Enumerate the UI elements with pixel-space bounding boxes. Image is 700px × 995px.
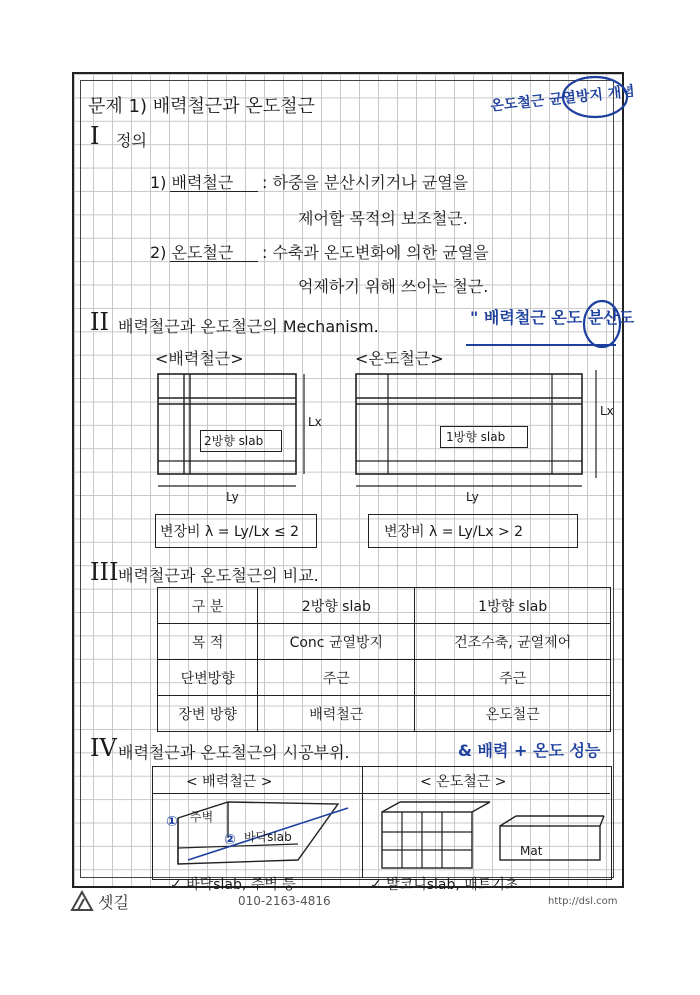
left-ly: Ly <box>226 490 239 504</box>
def2-text: : 수축과 온도변화에 의한 균열을 <box>262 243 489 262</box>
note-underline-mid <box>466 344 616 346</box>
margin-note-top: 온도철근 균열방지 개념 <box>489 83 636 115</box>
two-way-slab-label: 2방향 slab <box>204 434 264 448</box>
table-cell: 목 적 <box>158 624 258 660</box>
table-cell: 배력철근 <box>258 696 415 732</box>
section3-number: III <box>90 558 119 586</box>
logo-icon <box>70 890 94 912</box>
section4-note: & 배력 + 온도 성능 <box>458 741 601 760</box>
table-row <box>158 660 611 696</box>
table-row <box>158 588 611 624</box>
construction-right-label: < 온도철근 > <box>420 774 507 790</box>
table-cell: 온도철근 <box>415 696 611 732</box>
def1-underline <box>170 191 258 192</box>
diagram-right-label: <온도철근> <box>355 349 444 368</box>
left-caption: ✓ 바닥slab, 주벽 등 <box>170 877 296 893</box>
right-ly: Ly <box>466 490 479 504</box>
section1-number: I <box>90 122 100 150</box>
diagram-left-label: <배력철근> <box>155 349 244 368</box>
table-row <box>158 696 611 732</box>
mat-label: Mat <box>520 844 543 858</box>
table-cell: 장변 방향 <box>158 696 258 732</box>
table-cell: 2방향 slab <box>258 588 415 624</box>
table-cell: 주근 <box>258 660 415 696</box>
left-formula: 변장비 λ = Ly/Lx ≤ 2 <box>160 524 300 540</box>
def1-text2: 제어할 목적의 보조철근. <box>298 209 468 228</box>
note-circle-top <box>555 72 635 122</box>
def2-text2: 억제하기 위해 쓰이는 철근. <box>298 277 489 296</box>
def2-underline <box>170 261 258 262</box>
section4-heading: 배력철근과 온도철근의 시공부위. <box>118 743 350 762</box>
table-cell: 단변방향 <box>158 660 258 696</box>
page-title: 문제 1) 배력철근과 온도철근 <box>88 96 315 117</box>
section2-heading: 배력철근과 온도철근의 Mechanism. <box>118 317 379 336</box>
right-formula: 변장비 λ = Ly/Lx > 2 <box>384 524 524 540</box>
right-lx: Lx <box>600 404 614 418</box>
construction-divider <box>362 766 363 878</box>
table-cell: 구 분 <box>158 588 258 624</box>
comparison-table <box>157 587 611 732</box>
table-cell: 건조수축, 균열제어 <box>415 624 611 660</box>
def2-label: 2) 온도철근 <box>150 243 234 262</box>
footer-phone: 010-2163-4816 <box>238 894 331 908</box>
table-row <box>158 624 611 660</box>
marker-2: ② <box>224 832 236 848</box>
wall-label: 주벽 <box>190 810 214 824</box>
section4-number: IV <box>90 734 117 762</box>
footer-brand: 셋길 <box>98 893 129 912</box>
table-cell: 1방향 slab <box>415 588 611 624</box>
footer-url: http://dsl.com <box>548 896 618 907</box>
def1-label: 1) 배력철근 <box>150 173 234 192</box>
marker-1: ① <box>166 814 178 830</box>
section3-heading: 배력철근과 온도철근의 비교. <box>118 566 319 585</box>
table-cell: 주근 <box>415 660 611 696</box>
section2-note: " 배력철근 온도 분산도 <box>470 308 635 327</box>
left-lx: Lx <box>308 415 322 429</box>
section1-heading: 정의 <box>116 131 147 150</box>
right-caption: ✓ 발코니slab, 매트기초 <box>370 877 519 893</box>
footer <box>70 888 630 914</box>
slab-label: 바닥slab <box>244 830 292 844</box>
construction-header-line <box>152 793 610 794</box>
table-cell: Conc 균열방지 <box>258 624 415 660</box>
mat-foundation-sketch <box>372 798 608 876</box>
def1-text: : 하중을 분산시키거나 균열을 <box>262 173 469 192</box>
construction-left-label: < 배력철근 > <box>186 774 273 790</box>
section2-number: II <box>90 308 109 336</box>
one-way-slab-label: 1방향 slab <box>446 430 506 444</box>
